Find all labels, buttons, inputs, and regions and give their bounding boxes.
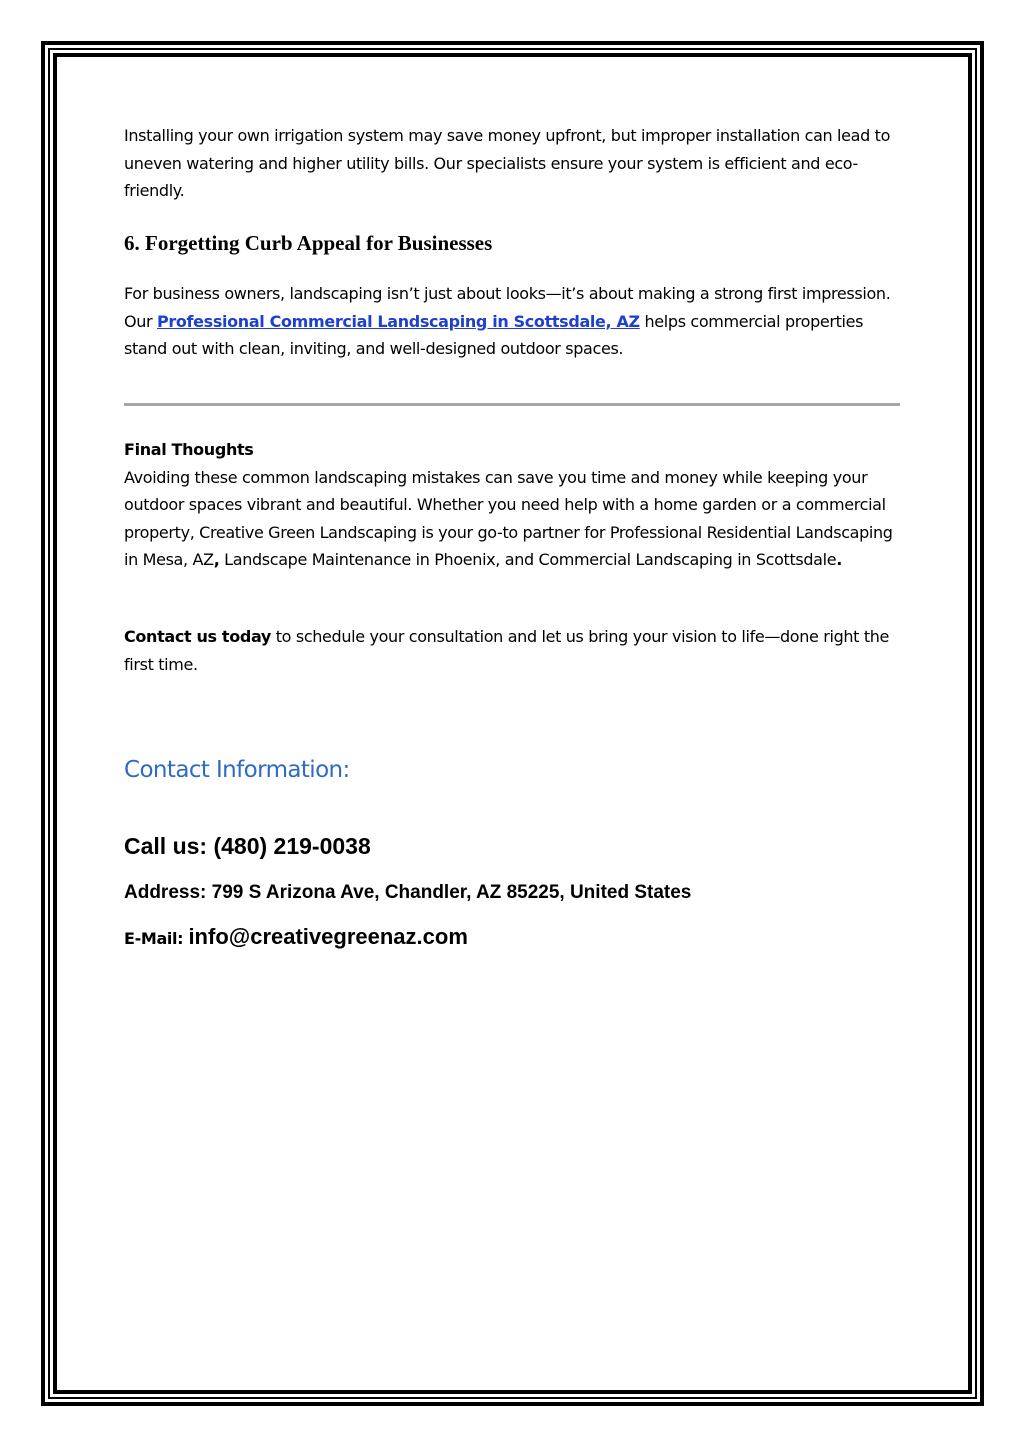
curb-appeal-text-after: helps commercial properties stand out with clean, inviting, and well-designed outdoor spaces. <box>124 311 864 358</box>
address-line: Address: 799 S Arizona Ave, Chandler, AZ 85225, United States <box>124 882 692 903</box>
intro-paragraph: Installing your own irrigation system may save money upfront, but improper installation can lead to uneven watering and higher utility bills. Our specialists ensure your system is efficient and eco-friendly. <box>124 126 891 200</box>
cta-paragraph <box>124 623 904 678</box>
commercial-landscaping-link[interactable]: Professional Commercial Landscaping in Scottsdale, AZ <box>157 311 640 331</box>
email-address[interactable]: info@creativegreenaz.com <box>188 924 468 949</box>
cta-bold: Contact us today <box>124 627 271 646</box>
cta-text: to schedule your consultation and let us bring your vision to life—done right the first time. <box>124 627 890 674</box>
curb-appeal-text-before: For business owners, landscaping isn’t just about looks—it’s about making a strong first impression. Our <box>124 284 891 331</box>
phone-line: Call us: (480) 219-0038 <box>124 833 371 859</box>
curb-appeal-paragraph <box>124 280 904 363</box>
email-label: E-Mail: <box>124 929 189 948</box>
final-thoughts-comma: , <box>213 550 220 569</box>
final-thoughts-heading: Final Thoughts <box>124 440 254 459</box>
final-thoughts-text-part2: Landscape Maintenance in Phoenix, and Commercial Landscaping in Scottsdale <box>219 550 837 569</box>
final-thoughts-text-part1: Avoiding these common landscaping mistakes can save you time and money while keeping your outdoor spaces vibrant and beautiful. Whether you need help with a home garden or a commercial property, Creative Green Landscaping is your go-to partner for Professional Residential Landscaping in Mesa, AZ <box>124 467 893 569</box>
horizontal-divider <box>124 403 900 406</box>
section-heading-curb-appeal: 6. Forgetting Curb Appeal for Businesses <box>124 231 493 255</box>
email-line <box>124 922 468 955</box>
final-thoughts-block <box>124 436 904 574</box>
contact-information-heading: Contact Information: <box>124 757 350 783</box>
final-thoughts-period: . <box>836 550 842 569</box>
